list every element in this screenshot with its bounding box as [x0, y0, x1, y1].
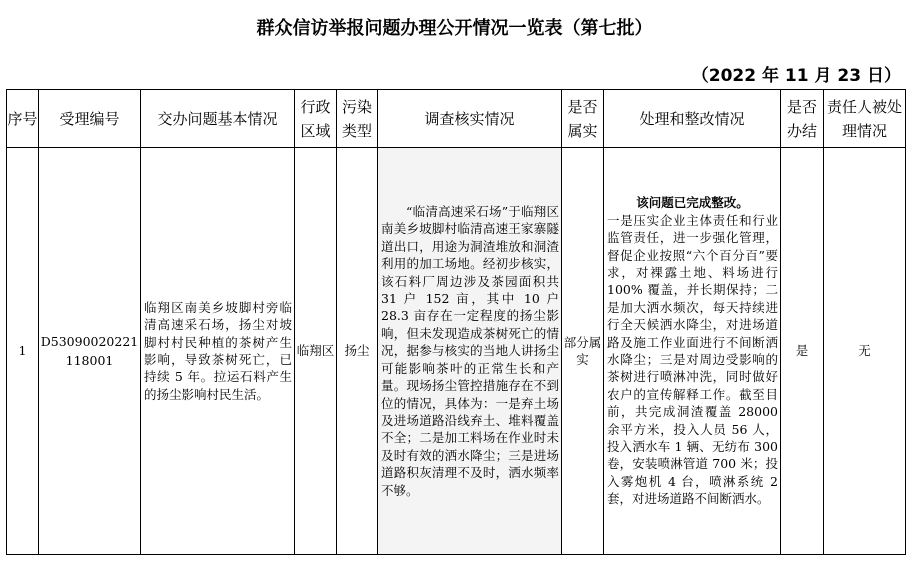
report-date: （2022 年 11 月 23 日） [691, 66, 901, 86]
header-case-no: 受理编号 [39, 90, 141, 148]
cell-handling [604, 148, 781, 555]
cell-case-no: D53090020221118001 [39, 148, 141, 555]
cell-problem: 临翔区南美乡坡脚村旁临清高速采石场，扬尘对坡脚村村民种植的茶树产生影响，导致茶树死亡，已持续 5 年。拉运石料产生的扬尘影响村民生活。 [141, 148, 295, 555]
handling-lead: 该问题已完成整改。 [636, 195, 749, 211]
case-table [6, 89, 906, 555]
header-handling: 处理和整改情况 [604, 90, 781, 148]
page-title: 群众信访举报问题办理公开情况一览表（第七批） [256, 18, 653, 39]
table-row [7, 148, 906, 555]
cell-investigation [378, 148, 562, 555]
investigation-text: “临清高速采石场”于临翔区南美乡坡脚村临清高速王家寨隧道出口，用途为洞渣堆放和洞渣利用的加工场地。经初步核实，该石料厂周边涉及茶园面积共 31 户 152 亩，其中 10 户 28.3 亩存在一定程度的扬尘影响，但未发现造成茶树死亡的情况，据参与核实的当地人讲扬尘可能影响茶叶的正常生长和产量。现场扬尘管控措施存在不到位的情况，具体为：一是弃土场及进场道路沿线弃土、堆料覆盖不全；二是加工料场在作业时未及时有效的洒水降尘；三是进场道路积灰清理不及时，洒水频率不够。 [381, 204, 559, 498]
header-verified: 是否属实 [562, 90, 604, 148]
header-row [7, 90, 906, 148]
header-pollution: 污染类型 [337, 90, 378, 148]
cell-pollution: 扬尘 [337, 148, 378, 555]
cell-accountability: 无 [824, 148, 906, 555]
cell-seq: 1 [7, 148, 39, 555]
header-accountability: 责任人被处理情况 [824, 90, 906, 148]
header-closed: 是否办结 [781, 90, 824, 148]
cell-closed: 是 [781, 148, 824, 555]
handling-text: 一是压实企业主体责任和行业监管责任，进一步强化管理，督促企业按照“六个百分百”要求，对裸露土地、料场进行 100% 覆盖，并长期保持；二是加大洒水频次，每天持续进行全天候洒水降尘，对进场道路及施工作业面进行不间断洒水降尘；三是对周边受影响的茶树进行喷淋冲洗，同时做好农户的宣传解释工作。截至目前，共完成洞渣覆盖 28000 余平方米，投入人员 56 人，投入洒水车 1 辆、无纺布 300 卷，安装喷淋管道 700 米；投入雾炮机 4 台，喷淋系统 2 套，对进场道路不间断洒水。 [607, 212, 778, 507]
header-investigation: 调查核实情况 [378, 90, 562, 148]
cell-region: 临翔区 [295, 148, 337, 555]
header-region: 行政区域 [295, 90, 337, 148]
header-problem: 交办问题基本情况 [141, 90, 295, 148]
header-seq: 序号 [7, 90, 39, 148]
cell-verified: 部分属实 [562, 148, 604, 555]
